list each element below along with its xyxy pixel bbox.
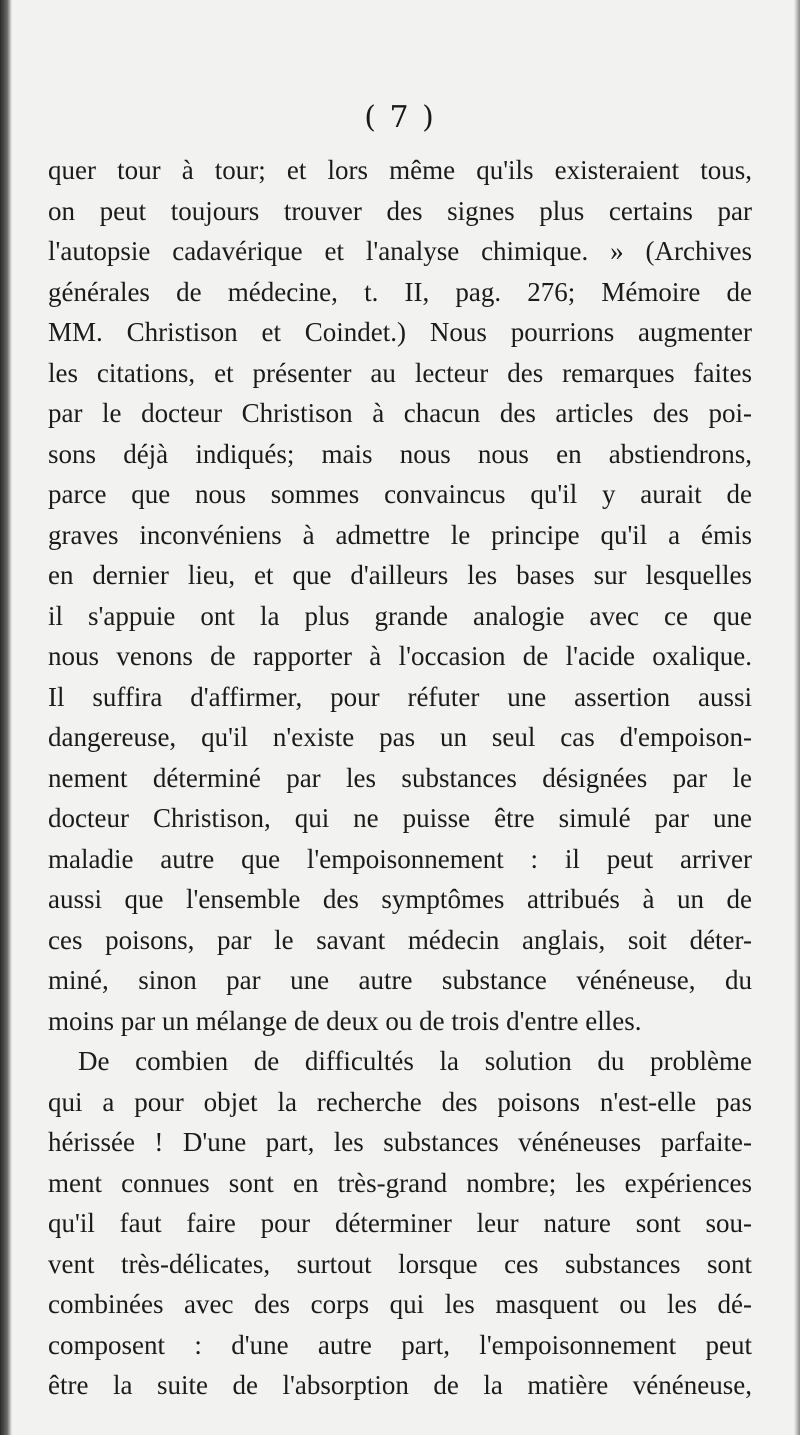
text-line: nement déterminé par les substances désignées par le — [48, 762, 752, 793]
text-line: quer tour à tour; et lors même qu'ils existeraient tous, — [48, 155, 752, 185]
text-line: sons déjà indiqués; mais nous nous en abstiendrons, — [48, 438, 752, 469]
text-line: graves inconvéniens à admettre le principe qu'il a émis — [48, 519, 752, 550]
text-line: nous venons de rapporter à l'occasion de l'acide oxalique. — [48, 641, 752, 671]
text-line: qui a pour objet la recherche des poisons n'est-elle pas — [48, 1086, 752, 1117]
text-line: moins par un mélange de deux ou de trois d'entre elles. — [48, 1005, 642, 1036]
text-line: composent : d'une autre part, l'empoisonnement peut — [48, 1329, 752, 1360]
text-line: qu'il faut faire pour déterminer leur nature sont sou- — [48, 1208, 752, 1238]
text-line: maladie autre que l'empoisonnement : il peut arriver — [48, 843, 752, 874]
text-line: les citations, et présenter au lecteur des remarques faites — [48, 357, 752, 388]
text-line: par le docteur Christison à chacun des articles des poi- — [48, 398, 752, 428]
text-line: on peut toujours trouver des signes plus certains par — [48, 195, 752, 226]
text-line: combinées avec des corps qui les masquent ou les dé- — [48, 1289, 752, 1319]
text-line: ces poisons, par le savant médecin anglais, soit déter- — [48, 924, 752, 955]
text-line: parce que nous sommes convaincus qu'il y aurait de — [48, 479, 752, 509]
text-line: Il suffira d'affirmer, pour réfuter une assertion aussi — [48, 681, 752, 712]
text-line: générales de médecine, t. II, pag. 276; Mémoire de — [48, 276, 752, 307]
page-number: ( 7 ) — [364, 100, 436, 135]
body-text — [48, 150, 752, 1406]
text-line: De combien de difficultés la solution du problème — [78, 1046, 752, 1076]
text-line: il s'appuie ont la plus grande analogie avec ce que — [48, 600, 752, 631]
text-line: aussi que l'ensemble des symptômes attribués à un de — [48, 884, 752, 914]
text-line: être la suite de l'absorption de la matière vénéneuse, — [48, 1370, 752, 1400]
text-line: docteur Christison, qui ne puisse être simulé par une — [48, 803, 752, 833]
text-line: hérissée ! D'une part, les substances vénéneuses parfaite- — [48, 1127, 752, 1157]
text-line: l'autopsie cadavérique et l'analyse chimique. » (Archives — [48, 236, 752, 266]
text-line: dangereuse, qu'il n'existe pas un seul cas d'empoison- — [48, 722, 752, 752]
text-line: ment connues sont en très-grand nombre; les expériences — [48, 1167, 752, 1198]
text-line: en dernier lieu, et que d'ailleurs les bases sur lesquelles — [48, 560, 752, 590]
text-line: vent très-délicates, surtout lorsque ces substances sont — [48, 1248, 752, 1279]
text-line: miné, sinon par une autre substance vénéneuse, du — [48, 965, 752, 995]
text-line: MM. Christison et Coindet.) Nous pourrions augmenter — [48, 317, 752, 347]
